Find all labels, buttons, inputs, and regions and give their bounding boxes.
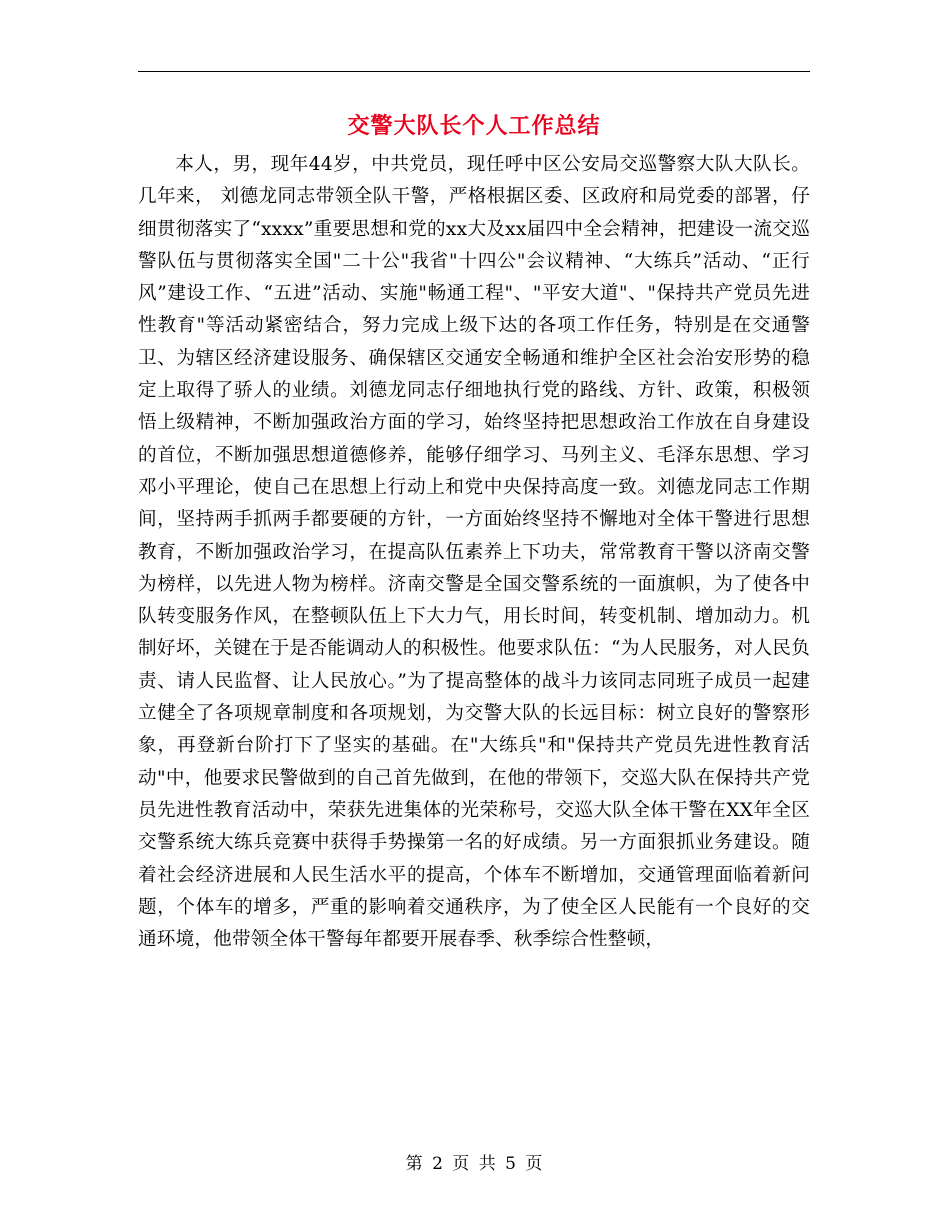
page-footer: 第 2 页 共 5 页 [405,1154,545,1174]
body-paragraph: 本人，男，现年44岁，中共党员，现任呼中区公安局交巡警察大队大队长。几年来， 刘德龙同志带领全队干警，严格根据区委、区政府和局党委的部署，仔细贯彻落实了“xxxx”重要思想和党的xx大及xx届四中全会精神，把建设一流交巡警队伍与贯彻落实全国"二十公"我省"十四公"会议精神、“大练兵”活动、“正行风”建设工作、“五进”活动、实施"畅通工程"、"平安大道"、"保持共产党员先进性教育"等活动紧密结合，努力完成上级下达的各项工作任务，特别是在交通警卫、为辖区经济建设服务、确保辖区交通安全畅通和维护全区社会治安形势的稳定上取得了骄人的业绩。刘德龙同志仔细地执行党的路线、方针、政策，积极领悟上级精神，不断加强政治方面的学习，始终坚持把思想政治工作放在自身建设的首位，不断加强思想道德修养，能够仔细学习、马列主义、毛泽东思想、学习邓小平理论，使自己在思想上行动上和党中央保持高度一致。刘德龙同志工作期间，坚持两手抓两手都要硬的方针，一方面始终坚持不懈地对全体干警进行思想教育，不断加强政治学习，在提高队伍素养上下功夫，常常教育干警以济南交警为榜样，以先进人物为榜样。济南交警是全国交警系统的一面旗帜，为了使各中队转变服务作风，在整顿队伍上下大力气，用长时间，转变机制、增加动力。机制好坏，关键在于是否能调动人的积极性。他要求队伍：“为人民服务，对人民负责、请人民监督、让人民放心。”为了提高整体的战斗力该同志同班子成员一起建立健全了各项规章制度和各项规划，为交警大队的长远目标：树立良好的警察形象，再登新台阶打下了坚实的基础。在"大练兵"和"保持共产党员先进性教育活动"中，他要求民警做到的自己首先做到，在他的带领下，交巡大队在保持共产党员先进性教育活动中，荣获先进集体的光荣称号，交巡大队全体干警在XX年全区交警系统大练兵竞赛中获得手势操第一名的好成绩。另一方面狠抓业务建设。随着社会经济进展和人民生活水平的提高，个体车不断增加，交通管理面临着新问题，个体车的增多，严重的影响着交通秩序，为了使全区人民能有一个良好的交通环境，他带领全体干警每年都要开展春季、秋季综合性整顿， [138,154,810,951]
header-rule [138,71,810,72]
document-title: 交警大队长个人工作总结 [347,113,601,139]
